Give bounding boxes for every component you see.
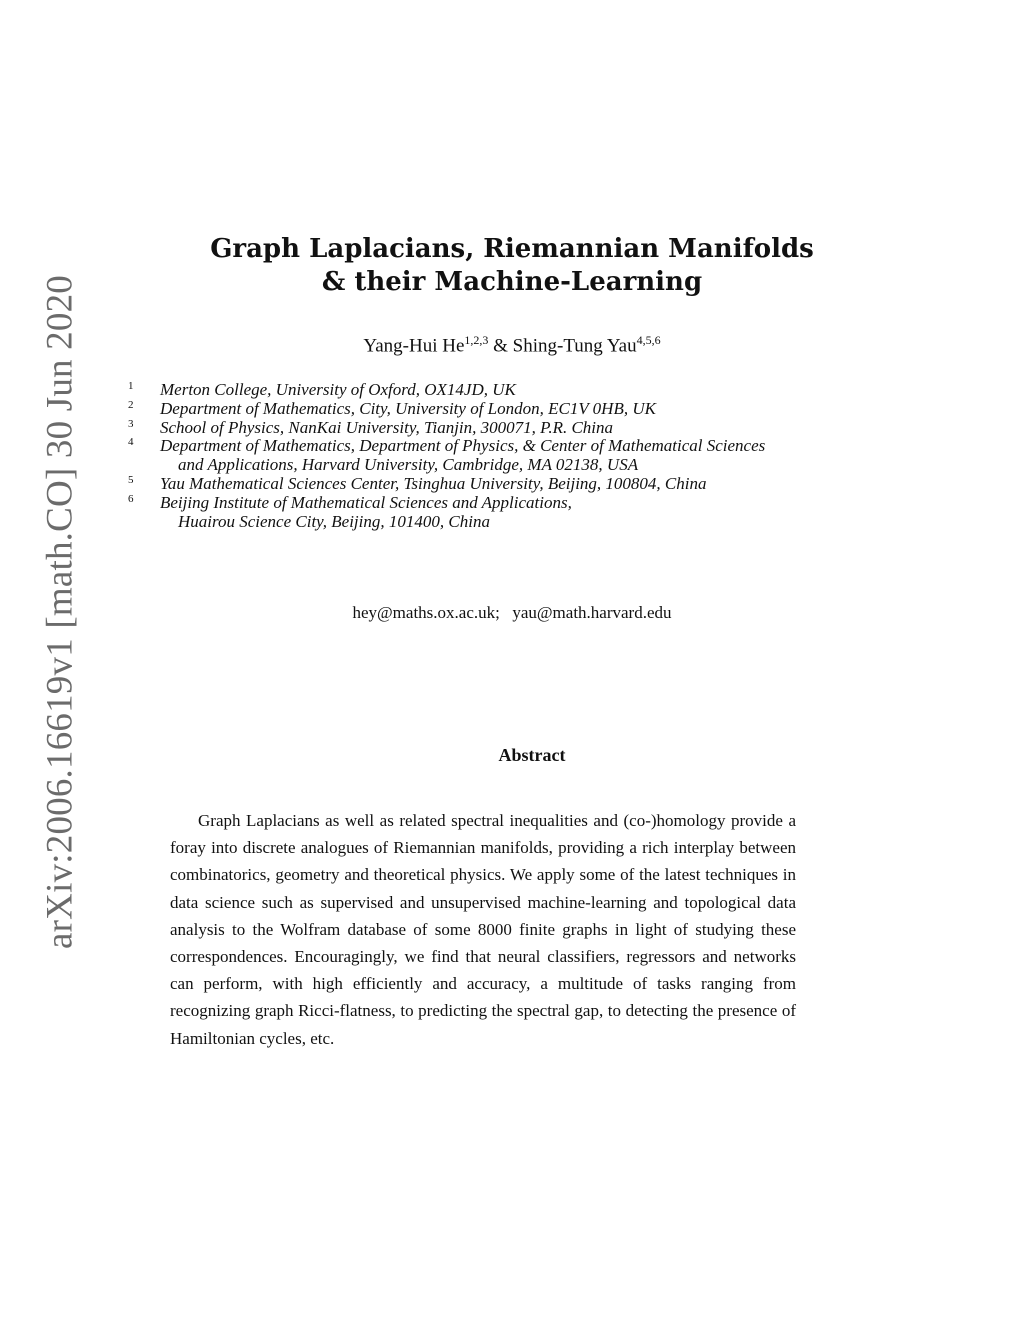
affiliation-number: 2	[128, 398, 134, 411]
affiliation-item	[128, 381, 765, 400]
author-1: Yang-Hui He	[363, 335, 465, 357]
affiliation-number: 1	[128, 380, 134, 392]
author-line	[0, 333, 1024, 357]
affiliation-number: 3	[128, 417, 134, 430]
affiliation-item	[128, 400, 765, 419]
author-2-affiliations: 4,5,6	[636, 333, 661, 347]
affiliation-text: Department of Mathematics, Department of Physics, & Center of Mathematical Sciences	[160, 436, 766, 456]
affiliation-number: 4	[128, 436, 134, 449]
affiliation-item	[128, 437, 765, 475]
affiliation-number: 5	[128, 473, 134, 486]
author-1-affiliations: 1,2,3	[464, 333, 489, 347]
arxiv-identifier-stamp: arXiv:2006.16619v1 [math.CO] 30 Jun 2020	[39, 275, 81, 949]
abstract-body: Graph Laplacians as well as related spectral inequalities and (co-)homology provide a foray into discrete analogues of Riemannian manifolds, providing a rich interplay between combinatorics, geometry and theoretical physics. We apply some of the latest techniques in data science such as supervised and unsupervised machine-learning and topological data analysis to the Wolfram database of some 8000 finite graphs in light of studying these correspondences. Encouragingly, we find that neural classifiers, regressors and networks can perform, with high efficiently and accuracy, a multitude of tasks ranging from recognizing graph Ricci-flatness, to predicting the spectral gap, to detecting the presence of Hamiltonian cycles, etc.	[170, 811, 796, 1048]
abstract-heading: Abstract	[498, 745, 566, 765]
affiliation-text: Beijing Institute of Mathematical Sciences and Applications,	[160, 492, 572, 512]
affiliation-text: School of Physics, NanKai University, Tianjin, 300071, P.R. China	[160, 417, 614, 437]
author-separator: &	[488, 335, 513, 357]
affiliation-item	[128, 419, 765, 438]
affiliation-item	[128, 475, 765, 494]
affiliation-text: Yau Mathematical Sciences Center, Tsinghua University, Beijing, 100804, China	[160, 473, 707, 493]
affiliation-number: 6	[128, 492, 134, 505]
affiliation-text: Merton College, University of Oxford, OX14JD, UK	[160, 380, 516, 399]
title-line-1: Graph Laplacians, Riemannian Manifolds	[210, 234, 814, 264]
affiliation-text: Department of Mathematics, City, University of London, EC1V 0HB, UK	[160, 398, 656, 418]
affiliation-text-continued: Huairou Science City, Beijing, 101400, China	[178, 511, 490, 531]
paper-title	[0, 233, 1024, 299]
affiliation-text-continued: and Applications, Harvard University, Cambridge, MA 02138, USA	[178, 455, 639, 475]
title-line-2: & their Machine-Learning	[321, 267, 703, 297]
affiliation-list	[128, 381, 765, 531]
author-2: Shing-Tung Yau	[512, 335, 637, 357]
affiliation-item	[128, 494, 765, 532]
contact-emails: hey@maths.ox.ac.uk; yau@math.harvard.edu	[352, 603, 672, 622]
